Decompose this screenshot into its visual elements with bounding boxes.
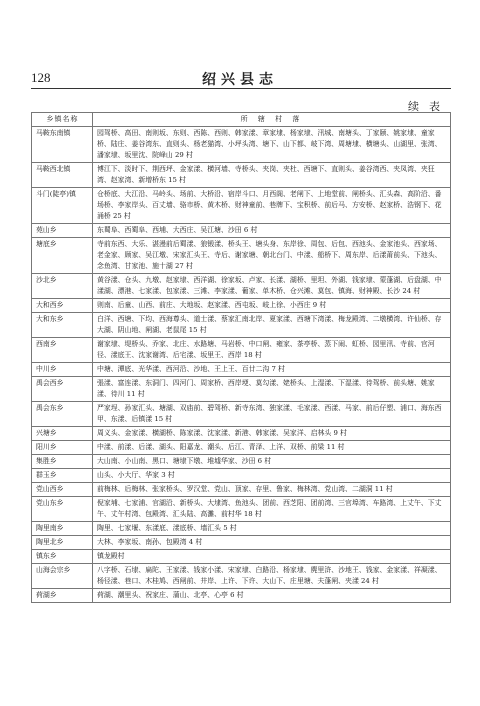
village-list: 黄谷漾、仓头、九墩、赵家埭、西洋湖、徐家坂、卢家、长漾、湖桥、里坦、外湖、钱家埭、蒙蓬湖、后盘湖、中漾湖、漂港、七家漾、包家漾、三滩、李家漾、葡家、单木桥、仓兴滩、莫包、镇海、财神殿、长沙 24 村 bbox=[93, 274, 451, 299]
village-list: 大林、李家坂、南孙、包殿湾 4 村 bbox=[93, 536, 451, 550]
village-list: 張漾、富连漾、东洞门、四河门、周家桥、西岸埂、莫勾漾、姥桥头、上湿漾、下湿漾、待驾桥、前头塘、姚家漾、待川 11 村 bbox=[93, 377, 451, 402]
township-name: 陶里南乡 bbox=[32, 522, 93, 536]
village-list: 倪家埔、七家浦、官湖沿、新桥头、大埭湾、鱼池头、团前、西芝阳、团前湾、三官埠湾、车路湾、上丈午、下丈午、丈午村湾、包殿湾、汇头陆、高灘、前村华 18 村 bbox=[93, 497, 451, 522]
township-name: 兴塘乡 bbox=[32, 427, 93, 441]
township-name: 禹会东乡 bbox=[32, 402, 93, 427]
page-number: 128 bbox=[31, 70, 51, 85]
village-list: 山头、小大厅、华家 3 村 bbox=[93, 469, 451, 483]
table-row bbox=[32, 238, 451, 274]
township-name: 塘底乡 bbox=[32, 238, 93, 274]
township-name: 群玉乡 bbox=[32, 469, 93, 483]
village-list: 中漾、前漾、后漾、湖头、阳嘉龙、潮头、后江、青泽、上洋、双桥、前梁 11 村 bbox=[93, 441, 451, 455]
table-row bbox=[32, 363, 451, 377]
table-row bbox=[32, 377, 451, 402]
township-name: 西南乡 bbox=[32, 338, 93, 363]
township-name: 党山东乡 bbox=[32, 497, 93, 522]
continued-label: 续表 bbox=[408, 100, 450, 113]
township-name: 党山西乡 bbox=[32, 483, 93, 497]
township-village-table bbox=[31, 112, 451, 603]
village-list: 镇龙殿村 bbox=[93, 550, 451, 564]
table-row bbox=[32, 163, 451, 188]
table-row bbox=[32, 313, 451, 338]
table-row bbox=[32, 441, 451, 455]
village-list: 八字桥、石埭、扁陀、王家漾、钱家小漾、宋家埭、白路沿、杨家埭、麂里浒、沙地王、钱家、金家漾、祥凝漾、杨径漾、巷口、木桂鸠、西闸前、井岸、上许、下许、大山下、庄里塘、夫蓬闸、夹漾 24 村 bbox=[93, 564, 451, 589]
table-row bbox=[32, 536, 451, 550]
table-row bbox=[32, 188, 451, 224]
village-list: 谢家埭、堤桥头、乔家、北庄、水路塘、马岩桥、中口闸、雍家、茶亭桥、蒸下闹、虹桥、园里汛、寺前、官河径、漾底王、沈家谢湾、后宅漾、坂里王、西岸 18 村 bbox=[93, 338, 451, 363]
township-name: 斗门(陡亭)镇 bbox=[32, 188, 93, 224]
township-name: 山海会宗乡 bbox=[32, 564, 93, 589]
header-township: 乡镇名称 bbox=[32, 113, 93, 127]
table-row bbox=[32, 550, 451, 564]
village-list: 白洋、西塘、下均、西海尊头、道士漾、蔡家汇南北岸、夏家漾、西塘下湾漾、梅龙殿湾、二墩横湾、许仙桥、存大湖、阴山地、闸湖、老鼠尾 15 村 bbox=[93, 313, 451, 338]
village-list: 周义头、金家漾、横湖桥、陈家漾、沈家漾、新港、韩家漾、吴家洋、启林头 9 村 bbox=[93, 427, 451, 441]
township-name: 阳川乡 bbox=[32, 441, 93, 455]
table-header-row bbox=[32, 113, 451, 127]
table-row bbox=[32, 402, 451, 427]
township-name: 镇东乡 bbox=[32, 550, 93, 564]
village-list: 东蜀阜、西蜀阜、西埔、大西庄、吴江塘、沙田 6 村 bbox=[93, 224, 451, 238]
township-name: 荷湖乡 bbox=[32, 589, 93, 603]
township-name: 中川乡 bbox=[32, 363, 93, 377]
village-list: 前梅林、后梅林、张家桥头、罗汉堂、党山、顶家、存里、鲁家、梅林湾、党山湾、二湖洞 11 村 bbox=[93, 483, 451, 497]
village-list: 严家埕、孙家汇头、塘湖、双庙前、碧驾桥、新寺东湾、独家漾、毛家漾、西漾、马家、前后仔塑、浦口、海东西甲、东漾、后镇漾 15 村 bbox=[93, 402, 451, 427]
village-list: 陶里、七家堰、东漾底、漾底桥、墙汇头 5 村 bbox=[93, 522, 451, 536]
township-name: 沙北乡 bbox=[32, 274, 93, 299]
township-name: 大和东乡 bbox=[32, 313, 93, 338]
table-row bbox=[32, 522, 451, 536]
village-list: 仓桥底、大江沿、马岭头、场前、大桥沿、宿岸斗口、月西阁、老闸下、上地堂前、闸桥头、汇头森、高阶沿、番场桥、李家岸头、百丈墙、骆市桥、黄木桥、财神童前、巷牌下、宝积桥、前后马、方安桥、赵家桥、浩钢下、花涌桥 25 村 bbox=[93, 188, 451, 224]
header-rule bbox=[31, 88, 451, 89]
township-name: 集胜乡 bbox=[32, 455, 93, 469]
table-row bbox=[32, 564, 451, 589]
village-list: 大山南、小山南、黑口、塘埭下墩、堆墟华家、沙田 6 村 bbox=[93, 455, 451, 469]
table-row bbox=[32, 427, 451, 441]
book-title: 绍兴县志 bbox=[202, 72, 278, 88]
village-list: 园驾桥、高田、南则坂、东则、西陈、西则、韩家漾、章家埭、杨家埭、汛城、南塘头、丁家颐、姚家埭、童家桥、陆庄、姜谷湾东、直则头、杨老猫湾、小坪头湾、塘下、山下都、岐下湾、周塘埭、横塘头、山湖里、张湾、潘家埭、坂里沈、院峰山 29 村 bbox=[93, 127, 451, 163]
table-row bbox=[32, 483, 451, 497]
header-villages: 所 辖 村 落 bbox=[93, 113, 451, 127]
table-row bbox=[32, 224, 451, 238]
township-name: 陶里北乡 bbox=[32, 536, 93, 550]
table-row bbox=[32, 127, 451, 163]
table-row bbox=[32, 589, 451, 603]
table-row bbox=[32, 455, 451, 469]
township-name: 大和西乡 bbox=[32, 299, 93, 313]
village-list: 中塘、潭底、光华漾、西河沿、沙地、王上王、百廿二沟 7 村 bbox=[93, 363, 451, 377]
table-row bbox=[32, 338, 451, 363]
table-row bbox=[32, 497, 451, 522]
village-list: 则南、后童、山西、前庄、大地坂、赵家漾、西屯坂、岐上徐、小西庄 9 村 bbox=[93, 299, 451, 313]
township-name: 苑山乡 bbox=[32, 224, 93, 238]
village-list: 荷湖、潮里头、祝家庄、蒲山、北亭、心亭 6 村 bbox=[93, 589, 451, 603]
township-name: 马鞍西北镇 bbox=[32, 163, 93, 188]
table-row bbox=[32, 274, 451, 299]
township-name: 禹会西乡 bbox=[32, 377, 93, 402]
village-list: 寺前东西、大乐、湛漫前后蜀漾、狼锻漾、桥头王、塘头身、东岸徐、周包、后包、西池头、金家池头、西家场、老金家、顾家、吴江墩、宋家汇头王、寺后、谢家塘、朝北台门、中漾、船桥下、周东岸、后漾莆前头、下池头、念鱼湾、甘家池、施十湖 27 村 bbox=[93, 238, 451, 274]
table-row bbox=[32, 299, 451, 313]
township-name: 马鞍东南镇 bbox=[32, 127, 93, 163]
village-list: 博江下、淡时下、荆西坪、金家漾、横河墙、寺桥头、夹岗、夹杜、西塘下、直则头、姜谷湾西、夹凤湾、夹狂湾、赵家湾、新增桥东 15 村 bbox=[93, 163, 451, 188]
table-row bbox=[32, 469, 451, 483]
